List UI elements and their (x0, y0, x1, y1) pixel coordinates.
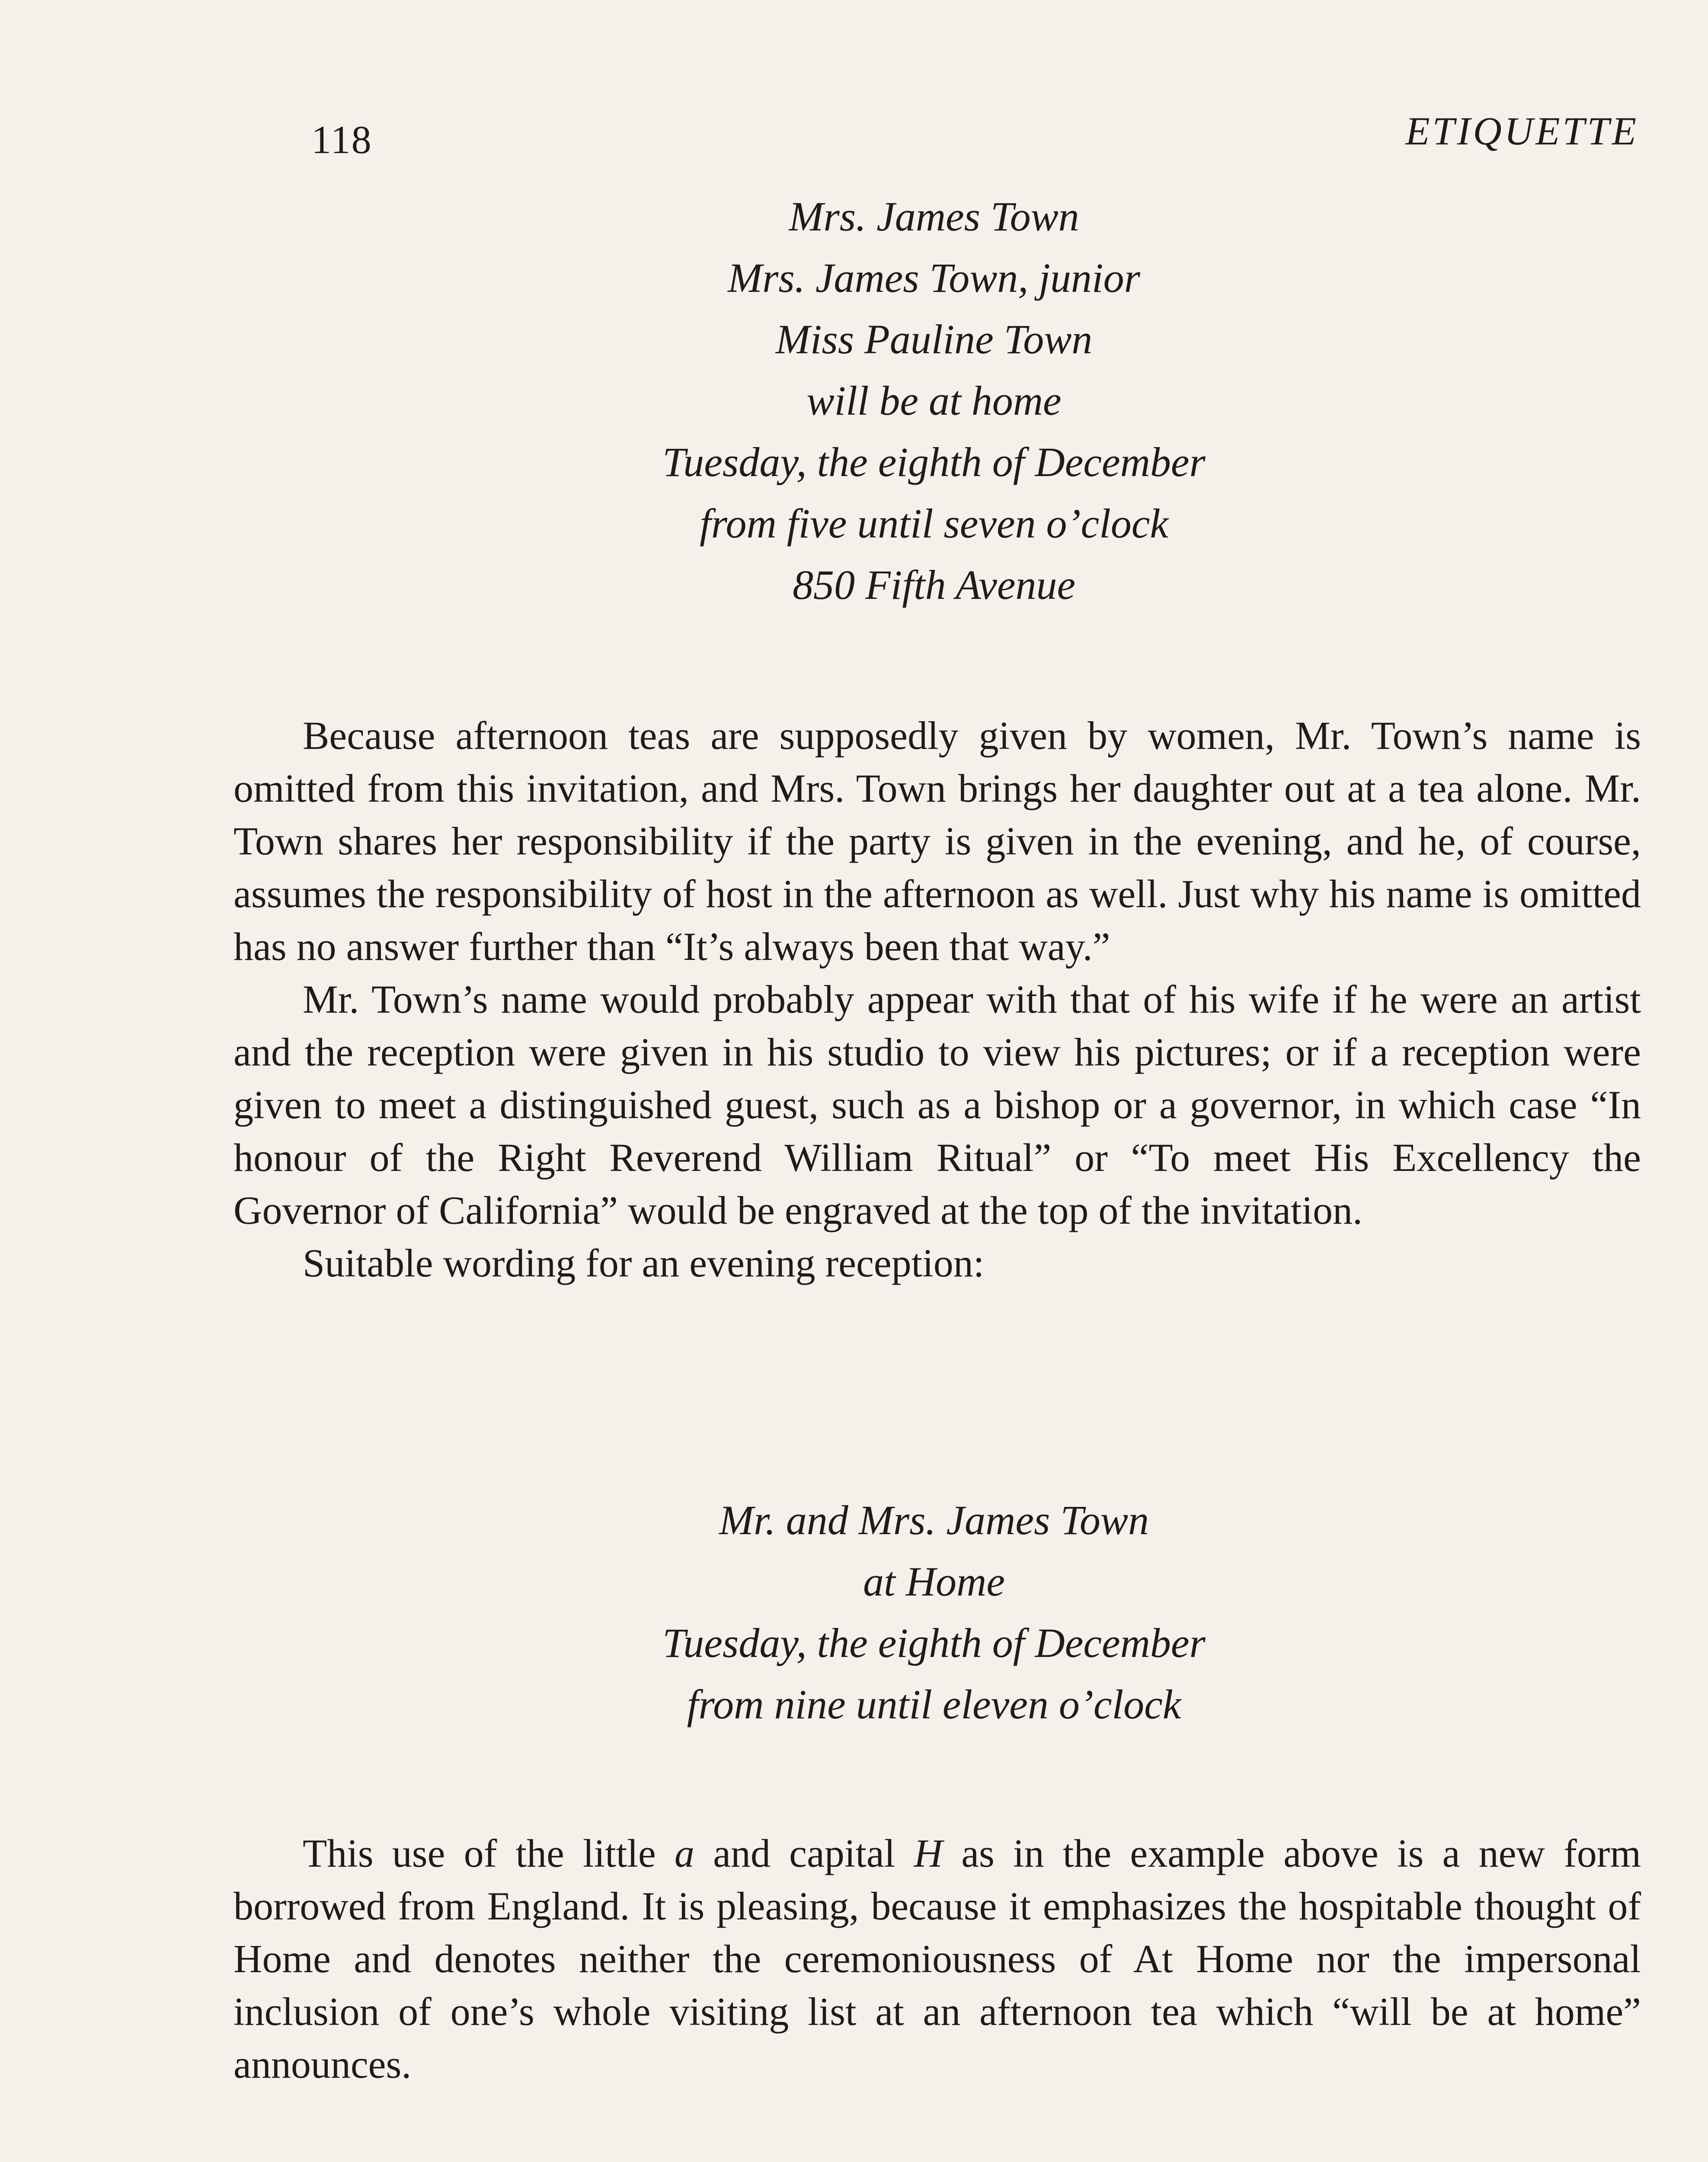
body-text-section-1 (233, 709, 1641, 1289)
invitation-line: Mrs. James Town (789, 193, 1079, 240)
invitation-evening-reception (233, 1490, 1634, 1735)
italic-letter-h: H (914, 1831, 943, 1875)
body-text-section-2 (233, 1827, 1641, 2091)
page-header (233, 99, 1639, 162)
italic-letter-a: a (674, 1831, 694, 1875)
invitation-at-home-tea (233, 186, 1634, 616)
paragraph (233, 1827, 1641, 2091)
invitation-line: Tuesday, the eighth of December (662, 1620, 1206, 1666)
paragraph: Mr. Town’s name would probably appear with that of his wife if he were an artist and the reception were given in his studio to view his pictures; or if a reception were given to meet a distinguished guest, such as a bishop or a governor, in which case “In honour of the Right Reverend William Ritual” or “To meet His Excellency the Governor of California” would be engraved at the top of the invitation. (233, 977, 1641, 1232)
invitation-line: Mrs. James Town, junior (728, 255, 1140, 301)
invitation-line: Tuesday, the eighth of December (662, 439, 1206, 485)
invitation-line: Mr. and Mrs. James Town (719, 1497, 1149, 1543)
running-title: ETIQUETTE (1405, 109, 1639, 153)
invitation-line: will be at home (806, 377, 1062, 424)
page-number: 118 (311, 118, 372, 162)
text-run: and capital (694, 1831, 914, 1875)
paragraph: Because afternoon teas are supposedly given by women, Mr. Town’s name is omitted from this invitation, and Mrs. Town brings her daughter out at a tea alone. Mr. Town shares her responsibility if the party is given in the evening, and he, of course, assumes the responsibility of host in the afternoon as well. Just why his name is omitted has no answer further than “It’s always been that way.” (233, 713, 1641, 969)
paragraph: Suitable wording for an evening reception: (303, 1241, 985, 1285)
invitation-line: 850 Fifth Avenue (792, 562, 1076, 608)
invitation-line: from five until seven o’clock (699, 500, 1169, 547)
invitation-line: from nine until eleven o’clock (687, 1681, 1181, 1727)
invitation-line: at Home (863, 1558, 1005, 1605)
text-run: This use of the little (303, 1831, 675, 1875)
text-run: as in the example above is a new form borrowed from England. It is pleasing, because it emphasizes the hospitable thought of Home and denotes neither the ceremoniousness of At Home nor the impersonal inclusion of one’s whole visiting list at an afternoon tea which “will be at home” announces. (233, 1831, 1641, 2086)
invitation-line: Miss Pauline Town (775, 316, 1093, 362)
